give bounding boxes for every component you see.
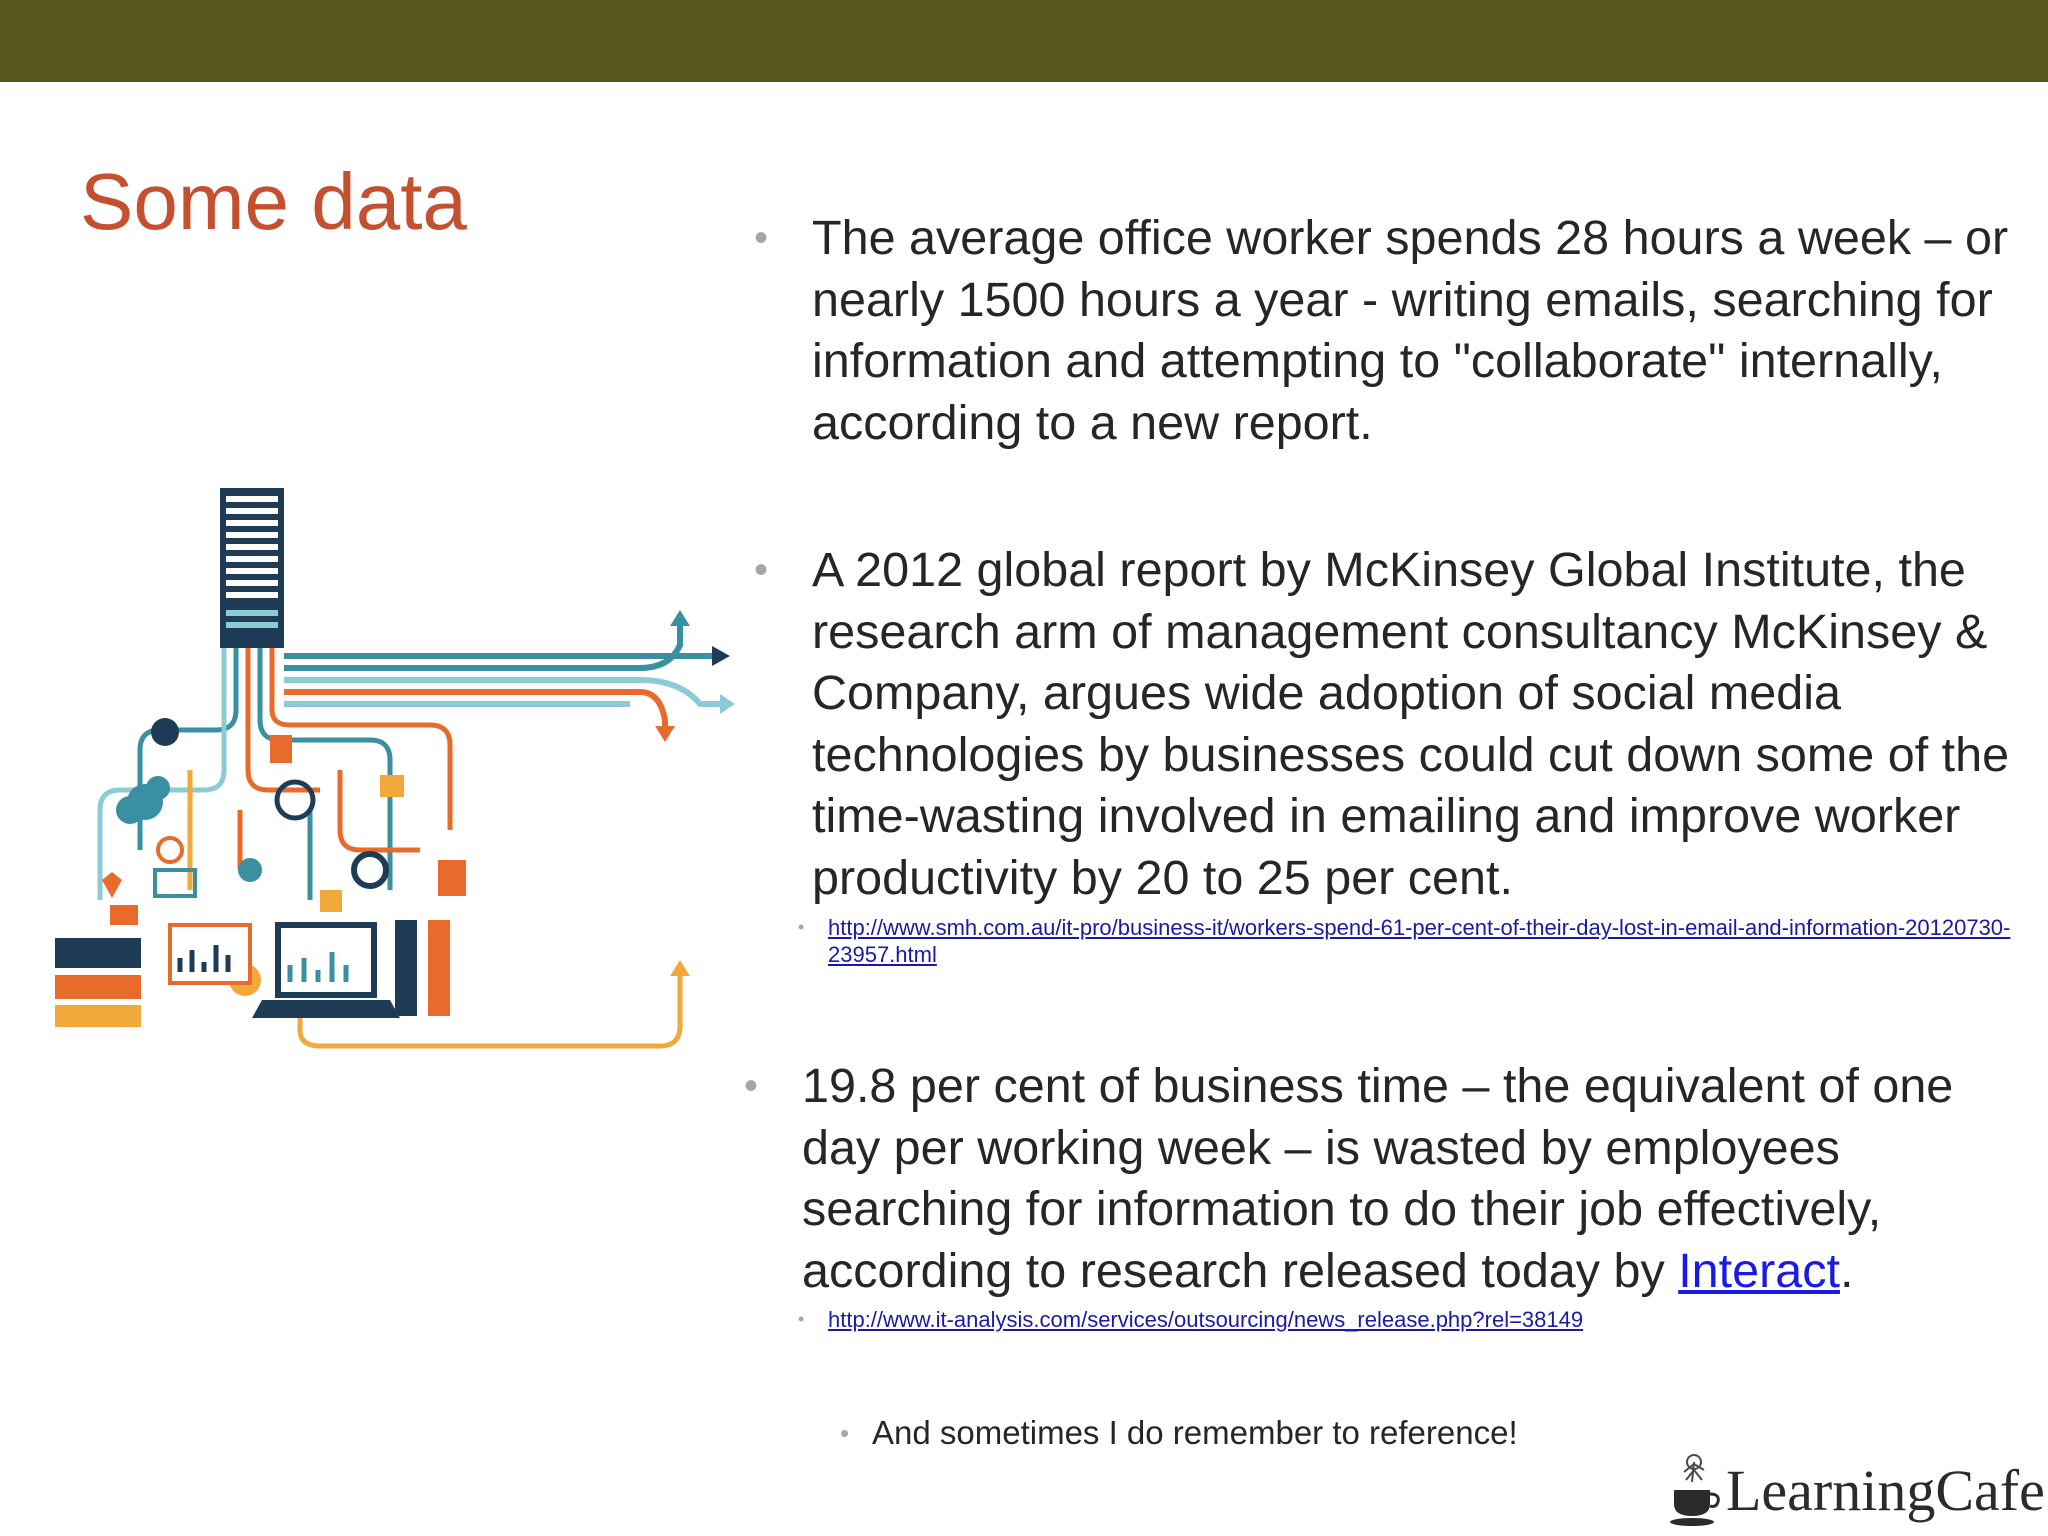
reference-smh (798, 914, 2028, 968)
sms-icon (151, 718, 179, 746)
search-icon (158, 838, 182, 862)
top-bar (0, 0, 2048, 82)
chat-icon (380, 775, 404, 797)
bullet-dot: • (754, 216, 769, 260)
server-unit-icon (55, 938, 141, 968)
network-illustration (40, 470, 740, 1050)
bullet-dot: • (744, 1064, 759, 1108)
interact-link[interactable]: Interact (1678, 1243, 1840, 1298)
reference-note (840, 1413, 1518, 1453)
bullet-text-end: . (1839, 1243, 1854, 1298)
bullet-text: The average office worker spends 28 hours a week – or nearly 1500 hours a year - writing emails, searching for information and attempting to "collaborate" internally, according to a new report. (812, 211, 2009, 450)
shield-icon (102, 872, 122, 898)
gear-icon (354, 854, 386, 886)
slide-title: Some data (80, 157, 467, 246)
briefcase-icon (438, 860, 466, 896)
bullet-mckinsey (754, 540, 2042, 909)
coffee-cup-icon (1666, 1452, 1722, 1532)
reference-dot: • (798, 917, 805, 937)
reference-link-it-analysis[interactable]: http://www.it-analysis.com/services/outsourcing/news_release.php?rel=38149 (828, 1307, 1584, 1332)
bullet-text: 19.8 per cent of business time – the equivalent of one day per working week – is wasted by employees searching for information to do their job effectively, according to research released today by (802, 1059, 1954, 1298)
globe-icon (277, 782, 313, 818)
server-tower-icon (220, 488, 284, 648)
calculator-icon (270, 735, 292, 763)
bullet-business-time (744, 1056, 2042, 1302)
bullet-office-worker (754, 208, 2042, 454)
logo-text: LearningCafe (1726, 1458, 2045, 1523)
reference-link-smh[interactable]: http://www.smh.com.au/it-pro/business-it/workers-spend-61-per-cent-of-their-day-lost-in-email-and-information-20120730-23957.html (828, 915, 2011, 967)
dollar-icon (238, 858, 262, 882)
note-text: And sometimes I do remember to reference! (872, 1414, 1518, 1451)
printer-icon (110, 905, 138, 925)
bullet-dot: • (754, 548, 769, 592)
tower-pc-icon (395, 920, 417, 1016)
reference-dot: • (798, 1309, 805, 1329)
flow-lines-icon (284, 620, 720, 732)
bullet-text: A 2012 global report by McKinsey Global Institute, the research arm of management consultancy McKinsey & Company, argues wide adoption of social media technologies by businesses could cut down some of the time-wasting involved in emailing and improve worker productivity by 20 to 25 per cent. (812, 543, 2010, 905)
laptop-icon (278, 925, 374, 995)
learningcafe-logo (1666, 1452, 2045, 1532)
chart-screen-icon (170, 925, 250, 983)
reference-it-analysis (798, 1306, 2028, 1333)
note-dot: • (840, 1418, 850, 1448)
